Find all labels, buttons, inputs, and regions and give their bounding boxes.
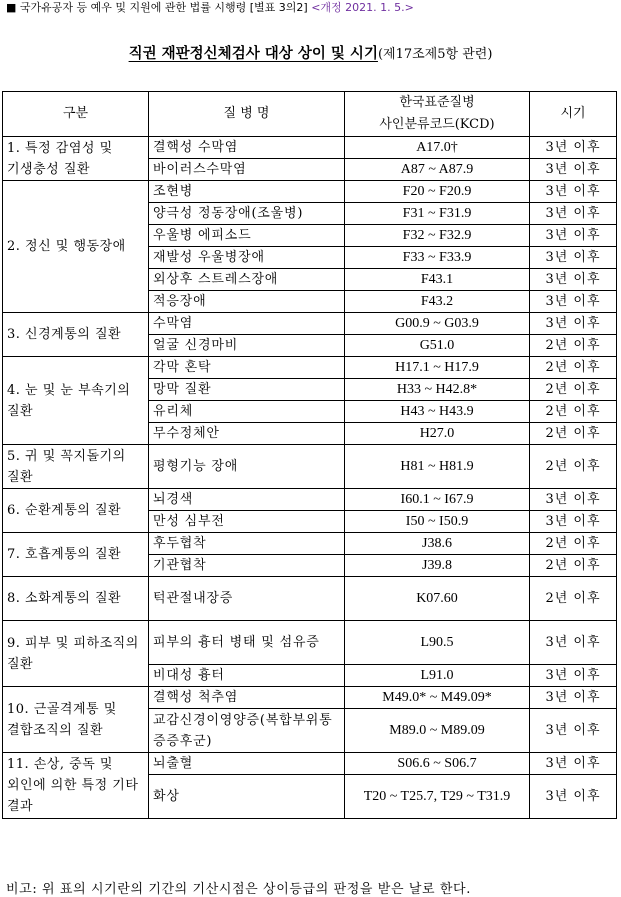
category-cell: 2. 정신 및 행동장애 xyxy=(3,181,149,313)
header-disease: 질 병 명 xyxy=(149,92,345,137)
code-cell: S06.6 ~ S06.7 xyxy=(345,753,530,775)
header-code-line2: 사인분류코드(KCD) xyxy=(379,117,495,132)
code-cell: L90.5 xyxy=(345,621,530,665)
table-header-row xyxy=(3,92,617,137)
time-cell: 2년 이후 xyxy=(530,445,617,489)
disease-cell: 뇌출혈 xyxy=(149,753,345,775)
disease-cell: 결핵성 수막염 xyxy=(149,137,345,159)
disease-cell: 턱관절내장증 xyxy=(149,577,345,621)
time-cell: 3년 이후 xyxy=(530,291,617,313)
category-cell: 9. 피부 및 피하조직의 질환 xyxy=(3,621,149,687)
time-cell: 3년 이후 xyxy=(530,313,617,335)
time-cell: 2년 이후 xyxy=(530,423,617,445)
code-cell: H33 ~ H42.8* xyxy=(345,379,530,401)
table-row xyxy=(3,357,617,379)
time-cell: 3년 이후 xyxy=(530,159,617,181)
disease-cell: 만성 심부전 xyxy=(149,511,345,533)
disease-cell: 후두협착 xyxy=(149,533,345,555)
header-time: 시기 xyxy=(530,92,617,137)
table-row xyxy=(3,621,617,665)
time-cell: 3년 이후 xyxy=(530,269,617,291)
code-cell: J38.6 xyxy=(345,533,530,555)
page-title xyxy=(0,42,621,63)
table-body xyxy=(3,137,617,819)
code-cell: H27.0 xyxy=(345,423,530,445)
code-cell: K07.60 xyxy=(345,577,530,621)
time-cell: 3년 이후 xyxy=(530,665,617,687)
code-cell: M89.0 ~ M89.09 xyxy=(345,709,530,753)
code-cell: F20 ~ F20.9 xyxy=(345,181,530,203)
disease-cell: 피부의 흉터 병태 및 섬유증 xyxy=(149,621,345,665)
disease-cell: 화상 xyxy=(149,775,345,819)
disease-cell: 각막 혼탁 xyxy=(149,357,345,379)
table-row xyxy=(3,533,617,555)
table-row xyxy=(3,577,617,621)
disease-cell: 적응장애 xyxy=(149,291,345,313)
table-row xyxy=(3,445,617,489)
time-cell: 2년 이후 xyxy=(530,533,617,555)
revision-date: <개정 2021. 1. 5.> xyxy=(311,1,414,14)
table-row xyxy=(3,313,617,335)
disease-cell: 우울병 에피소드 xyxy=(149,225,345,247)
code-cell: I50 ~ I50.9 xyxy=(345,511,530,533)
code-cell: F43.2 xyxy=(345,291,530,313)
time-cell: 3년 이후 xyxy=(530,489,617,511)
time-cell: 3년 이후 xyxy=(530,511,617,533)
disease-cell: 바이러스수막염 xyxy=(149,159,345,181)
header-code-line1: 한국표준질병 xyxy=(399,95,475,110)
title-sub: (제17조제5항 관련) xyxy=(377,47,493,62)
time-cell: 3년 이후 xyxy=(530,621,617,665)
time-cell: 3년 이후 xyxy=(530,687,617,709)
code-cell: F32 ~ F32.9 xyxy=(345,225,530,247)
law-reference: ■ 국가유공자 등 예우 및 지원에 관한 법률 시행령 [별표 3의2] xyxy=(6,1,308,14)
disease-cell: 비대성 흉터 xyxy=(149,665,345,687)
footnote: 비고: 위 표의 시기란의 기간의 기산시점은 상이등급의 판정을 받은 날로 한다. xyxy=(6,882,471,897)
time-cell: 3년 이후 xyxy=(530,225,617,247)
time-cell: 3년 이후 xyxy=(530,247,617,269)
disease-cell: 조현병 xyxy=(149,181,345,203)
time-cell: 3년 이후 xyxy=(530,181,617,203)
code-cell: T20 ~ T25.7, T29 ~ T31.9 xyxy=(345,775,530,819)
code-cell: F33 ~ F33.9 xyxy=(345,247,530,269)
code-cell: F31 ~ F31.9 xyxy=(345,203,530,225)
disease-cell: 뇌경색 xyxy=(149,489,345,511)
disease-cell: 결핵성 척추염 xyxy=(149,687,345,709)
disease-cell: 외상후 스트레스장애 xyxy=(149,269,345,291)
disease-cell: 평형기능 장애 xyxy=(149,445,345,489)
time-cell: 2년 이후 xyxy=(530,555,617,577)
table-row xyxy=(3,753,617,775)
category-cell: 11. 손상, 중독 및 외인에 의한 특정 기타 결과 xyxy=(3,753,149,819)
law-header xyxy=(6,1,414,15)
table-row xyxy=(3,489,617,511)
code-cell: H43 ~ H43.9 xyxy=(345,401,530,423)
header-category: 구분 xyxy=(3,92,149,137)
disease-cell: 수막염 xyxy=(149,313,345,335)
category-cell: 3. 신경계통의 질환 xyxy=(3,313,149,357)
header-code xyxy=(345,92,530,137)
time-cell: 2년 이후 xyxy=(530,357,617,379)
time-cell: 3년 이후 xyxy=(530,137,617,159)
disease-cell: 재발성 우울병장애 xyxy=(149,247,345,269)
disease-cell: 양극성 정동장애(조울병) xyxy=(149,203,345,225)
disease-cell: 망막 질환 xyxy=(149,379,345,401)
title-main: 직권 재판정신체검사 대상 상이 및 시기 xyxy=(128,46,378,62)
code-cell: G00.9 ~ G03.9 xyxy=(345,313,530,335)
category-cell: 7. 호흡계통의 질환 xyxy=(3,533,149,577)
time-cell: 2년 이후 xyxy=(530,577,617,621)
disease-cell: 무수정체안 xyxy=(149,423,345,445)
code-cell: F43.1 xyxy=(345,269,530,291)
code-cell: L91.0 xyxy=(345,665,530,687)
disease-cell: 얼굴 신경마비 xyxy=(149,335,345,357)
code-cell: H81 ~ H81.9 xyxy=(345,445,530,489)
disease-cell: 기관협착 xyxy=(149,555,345,577)
code-cell: A17.0† xyxy=(345,137,530,159)
table-row xyxy=(3,137,617,159)
time-cell: 2년 이후 xyxy=(530,379,617,401)
code-cell: H17.1 ~ H17.9 xyxy=(345,357,530,379)
table-row xyxy=(3,181,617,203)
category-cell: 4. 눈 및 눈 부속기의 질환 xyxy=(3,357,149,445)
code-cell: M49.0* ~ M49.09* xyxy=(345,687,530,709)
time-cell: 3년 이후 xyxy=(530,753,617,775)
category-cell: 8. 소화계통의 질환 xyxy=(3,577,149,621)
disease-cell: 유리체 xyxy=(149,401,345,423)
time-cell: 3년 이후 xyxy=(530,775,617,819)
category-cell: 5. 귀 및 꼭지돌기의 질환 xyxy=(3,445,149,489)
disease-table xyxy=(2,91,617,819)
disease-cell: 교감신경이영양증(복합부위통증증후군) xyxy=(149,709,345,753)
time-cell: 2년 이후 xyxy=(530,335,617,357)
category-cell: 1. 특정 감염성 및 기생충성 질환 xyxy=(3,137,149,181)
table-row xyxy=(3,687,617,709)
time-cell: 3년 이후 xyxy=(530,709,617,753)
code-cell: I60.1 ~ I67.9 xyxy=(345,489,530,511)
code-cell: G51.0 xyxy=(345,335,530,357)
time-cell: 2년 이후 xyxy=(530,401,617,423)
code-cell: J39.8 xyxy=(345,555,530,577)
time-cell: 3년 이후 xyxy=(530,203,617,225)
code-cell: A87 ~ A87.9 xyxy=(345,159,530,181)
category-cell: 10. 근골격계통 및 결합조직의 질환 xyxy=(3,687,149,753)
category-cell: 6. 순환계통의 질환 xyxy=(3,489,149,533)
